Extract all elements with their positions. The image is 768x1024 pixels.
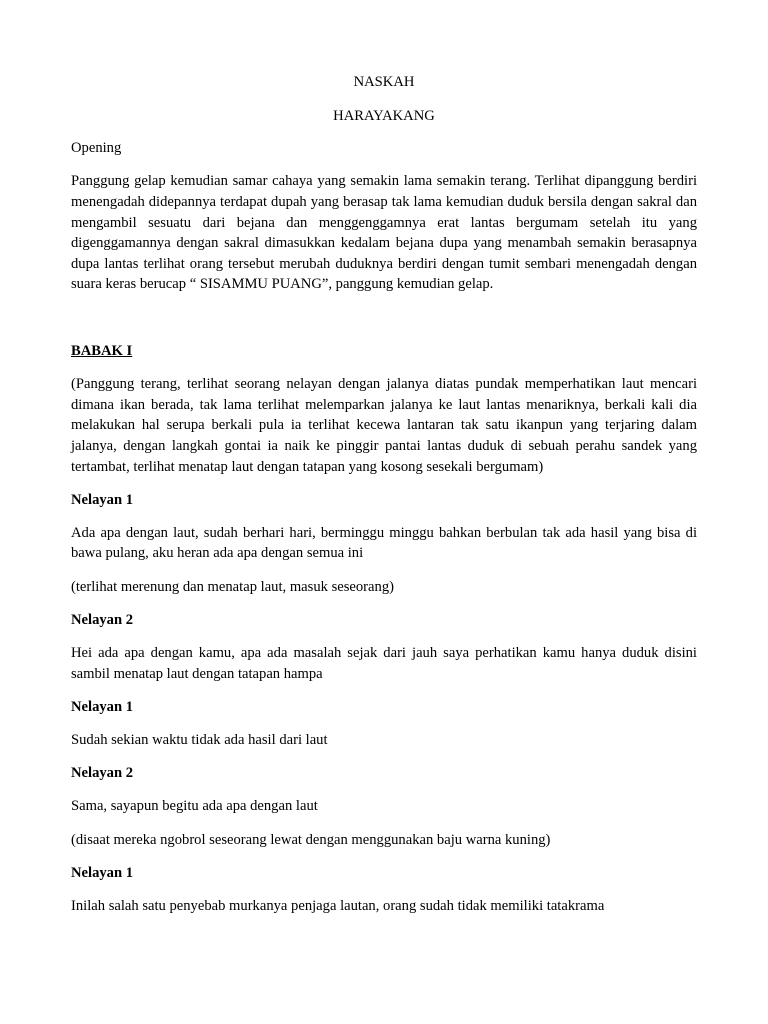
speaker-label: Nelayan 2 [71, 611, 134, 628]
dialogue-line: Sudah sekian waktu tidak ada hasil dari laut [71, 732, 328, 748]
babak-heading: BABAK I [71, 342, 133, 359]
dialogue-line: Inilah salah satu penyebab murkanya penjaga lautan, orang sudah tidak memiliki tatakrama [71, 897, 605, 914]
opening-text: Panggung gelap kemudian samar cahaya yang semakin lama semakin terang. Terlihat dipanggung berdiri menengadah didepannya terdapat dupah yang berasap tak lama kemudian duduk bersila dengan sakral dan mengambil sesuatu dari bejana dan menggenggamnya erat lantas bergumam setelah itu yang digenggamannya dengan sakral dimasukkan kedalam bejana dupa yang menambah semakin berasapnya dupa lantas terlihat orang tersebut merubah duduknya berdiri dengan tumit sembari menengadah dengan suara keras berucap “ SISAMMU PUANG”, panggung kemudian gelap. [71, 173, 697, 293]
speaker-label: Nelayan 2 [71, 765, 134, 782]
speaker-label: Nelayan 1 [71, 864, 134, 881]
document-title: NASKAH [353, 74, 415, 90]
dialogue-line: Hei ada apa dengan kamu, apa ada masalah sejak dari jauh saya perhatikan kamu hanya duduk disini sambil menatap laut dengan tatapan hampa [71, 645, 697, 682]
document-page [71, 72, 697, 929]
babak-intro: (Panggung terang, terlihat seorang nelayan dengan jalanya diatas pundak memperhatikan laut mencari dimana ikan berada, tak lama terlihat melemparkan jalanya ke laut lantas menariknya, berkali kali dia melakukan hal serupa berkali pula ia terlihat kecewa lantaran tak satu ikanpun yang terjaring dalam jalanya, dengan langkah gontai ia naik ke pinggir pantai lantas duduk di sebuah perahu sandek yang tertambat, terlihat menatap laut dengan tatapan yang kosong sesekali bergumam) [71, 376, 697, 475]
document-subtitle: HARAYAKANG [333, 107, 435, 124]
speaker-label: Nelayan 1 [71, 698, 134, 715]
dialogue-line: Sama, sayapun begitu ada apa dengan laut [71, 798, 318, 815]
stage-direction: (disaat mereka ngobrol seseorang lewat dengan menggunakan baju warna kuning) [71, 831, 551, 848]
dialogue-line: Ada apa dengan laut, sudah berhari hari, berminggu minggu bahkan berbulan tak ada hasil yang bisa di bawa pulang, aku heran ada apa dengan semua ini [71, 524, 697, 562]
opening-heading: Opening [71, 140, 122, 157]
stage-direction: (terlihat merenung dan menatap laut, masuk seseorang) [71, 578, 394, 595]
speaker-label: Nelayan 1 [71, 491, 134, 508]
